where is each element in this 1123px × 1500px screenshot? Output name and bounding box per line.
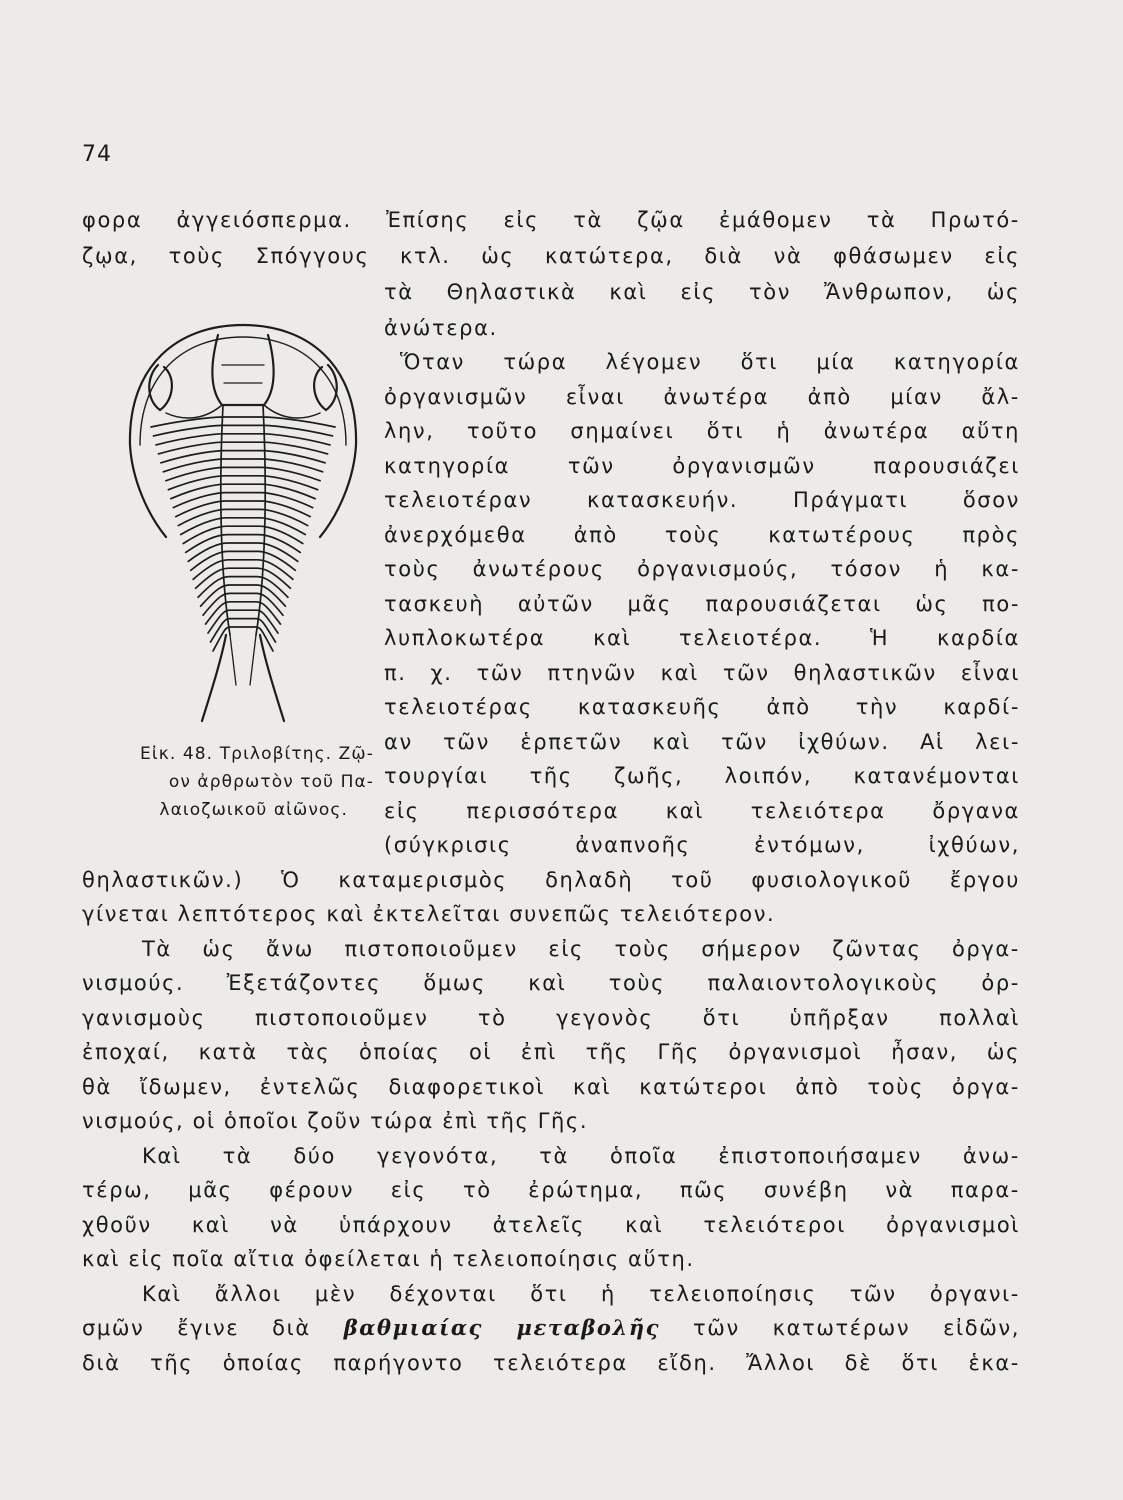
text-line: διὰ τῆς ὁποίας παρήγοντο τελειότερα εἴδη. Ἄλλοι δὲ ὅτι ἑκα- xyxy=(82,1351,1020,1375)
page-number: 74 xyxy=(82,142,112,167)
text-line: γανισμοὺς πιστοποιοῦμεν τὸ γεγονὸς ὅτι ὑπῆρξαν πολλαὶ xyxy=(82,1006,1020,1030)
text-line: ἀνερχόμεθα ἀπὸ τοὺς κατωτέρους πρὸς xyxy=(384,523,1020,547)
text-line: ἐποχαί, κατὰ τὰς ὁποίας οἱ ἐπὶ τῆς Γῆς ὀργανισμοὶ ἦσαν, ὡς xyxy=(82,1040,1020,1064)
text-line: Καὶ ἄλλοι μὲν δέχονται ὅτι ἡ τελειοποίησις τῶν ὀργανι- xyxy=(142,1282,1020,1306)
text-line: αν τῶν ἑρπετῶν καὶ τῶν ἰχθύων. Αἱ λει- xyxy=(384,730,1020,754)
text-line: χθοῦν καὶ νὰ ὑπάρχουν ἀτελεῖς καὶ τελειότεροι ὀργανισμοὶ xyxy=(82,1213,1020,1237)
text-line: π. χ. τῶν πτηνῶν καὶ τῶν θηλαστικῶν εἶναι xyxy=(384,661,1020,685)
figure-caption-line: ον ἀρθρωτὸν τοῦ Πα- xyxy=(168,772,374,792)
text-line: θηλαστικῶν.) Ὁ καταμερισμὸς δηλαδὴ τοῦ φυσιολογικοῦ ἔργου xyxy=(82,868,1020,892)
figure-caption-line: λαιοζωικοῦ αἰῶνος. xyxy=(159,800,348,820)
text-line: τοὺς ἀνωτέρους ὀργανισμούς, τόσον ἡ κα- xyxy=(384,557,1020,581)
text-line: Ὅταν τώρα λέγομεν ὅτι μία κατηγορία xyxy=(400,350,1020,374)
text-line: ὀργανισμῶν εἶναι ἀνωτέρα ἀπὸ μίαν ἄλ- xyxy=(384,385,1020,409)
text-line: εἰς περισσότερα καὶ τελειότερα ὄργανα xyxy=(384,799,1020,823)
text-line: τὰ Θηλαστικὰ καὶ εἰς τὸν Ἄνθρωπον, ὡς xyxy=(384,280,1020,304)
text-line: θὰ ἴδωμεν, ἐντελῶς διαφορετικοὶ καὶ κατώτεροι ἀπὸ τοὺς ὀργα- xyxy=(82,1075,1020,1099)
text-line: νισμούς, οἱ ὁποῖοι ζοῦν τώρα ἐπὶ τῆς Γῆς. xyxy=(82,1109,589,1133)
text-line: τελειοτέραν κατασκευήν. Πράγματι ὅσον xyxy=(384,488,1020,512)
text-line: ζῳα, τοὺς Σπόγγους κτλ. ὡς κατώτερα, διὰ νὰ φθάσωμεν εἰς xyxy=(82,244,1020,268)
text-fragment: σμῶν ἔγινε διὰ xyxy=(82,1316,344,1340)
trilobite-segment xyxy=(168,476,317,490)
trilobite-segment xyxy=(173,493,312,508)
text-line: κατηγορία τῶν ὀργανισμῶν παρουσιάζει xyxy=(384,454,1020,478)
text-line: γίνεται λεπτότερος καὶ ἐκτελεῖται συνεπῶς τελειότερον. xyxy=(82,902,776,926)
trilobite-drawing xyxy=(118,305,368,725)
text-line: Καὶ τὰ δύο γεγονότα, τὰ ὁποῖα ἐπιστοποιήσαμεν ἀνω- xyxy=(142,1144,1020,1168)
trilobite-segment xyxy=(163,459,322,472)
trilobite-segment xyxy=(156,434,330,445)
text-line: τουργίαι τῆς ζωῆς, λοιπόν, κατανέμονται xyxy=(384,764,1020,788)
text-line: τασκευὴ αὐτῶν μᾶς παρουσιάζεται ὡς πο- xyxy=(384,592,1020,616)
trilobite-segment xyxy=(161,451,325,463)
figure-caption-line: Εἰκ. 48. Τριλοβίτης. Ζῷ- xyxy=(140,744,374,764)
text-line: νισμούς. Ἐξετάζοντες ὅμως καὶ τοὺς παλαιοντολογικοὺς ὀρ- xyxy=(82,971,1020,995)
text-line: (σύγκρισις ἀναπνοῆς ἐντόμων, ἰχθύων, xyxy=(384,833,1020,857)
text-line-emphasis xyxy=(82,1314,1020,1342)
trilobite-segment xyxy=(213,627,273,651)
text-line: τελειοτέρας κατασκευῆς ἀπὸ τὴν καρδί- xyxy=(384,695,1020,719)
text-line: λην, τοῦτο σημαίνει ὅτι ἡ ἀνωτέρα αὕτη xyxy=(384,419,1020,443)
trilobite-segment xyxy=(171,484,315,498)
trilobite-segment xyxy=(166,467,320,480)
text-line: Τὰ ὡς ἄνω πιστοποιοῦμεν εἰς τοὺς σήμερον ζῶντας ὀργα- xyxy=(142,937,1020,961)
trilobite-axial-lobe xyxy=(221,405,265,635)
text-line: καὶ εἰς ποῖα αἴτια ὀφείλεται ἡ τελειοποίησις αὕτη. xyxy=(82,1247,695,1271)
text-line: λυπλοκωτέρα καὶ τελειοτέρα. Ἡ καρδία xyxy=(384,626,1020,650)
text-line: ἀνώτερα. xyxy=(384,316,498,340)
text-line: φορα ἀγγειόσπερμα. Ἐπίσης εἰς τὰ ζῷα ἐμάθομεν τὰ Πρωτό- xyxy=(82,208,1020,232)
text-line: τέρω, μᾶς φέρουν εἰς τὸ ἐρώτημα, πῶς συνέβη νὰ παρα- xyxy=(82,1178,1020,1202)
emphasis-text: βαθμιαίας μεταβολῆς xyxy=(343,1315,661,1340)
text-fragment: τῶν κατωτέρων εἰδῶν, xyxy=(660,1316,1020,1340)
trilobite-segment xyxy=(158,442,327,454)
trilobite-figure xyxy=(118,305,368,725)
